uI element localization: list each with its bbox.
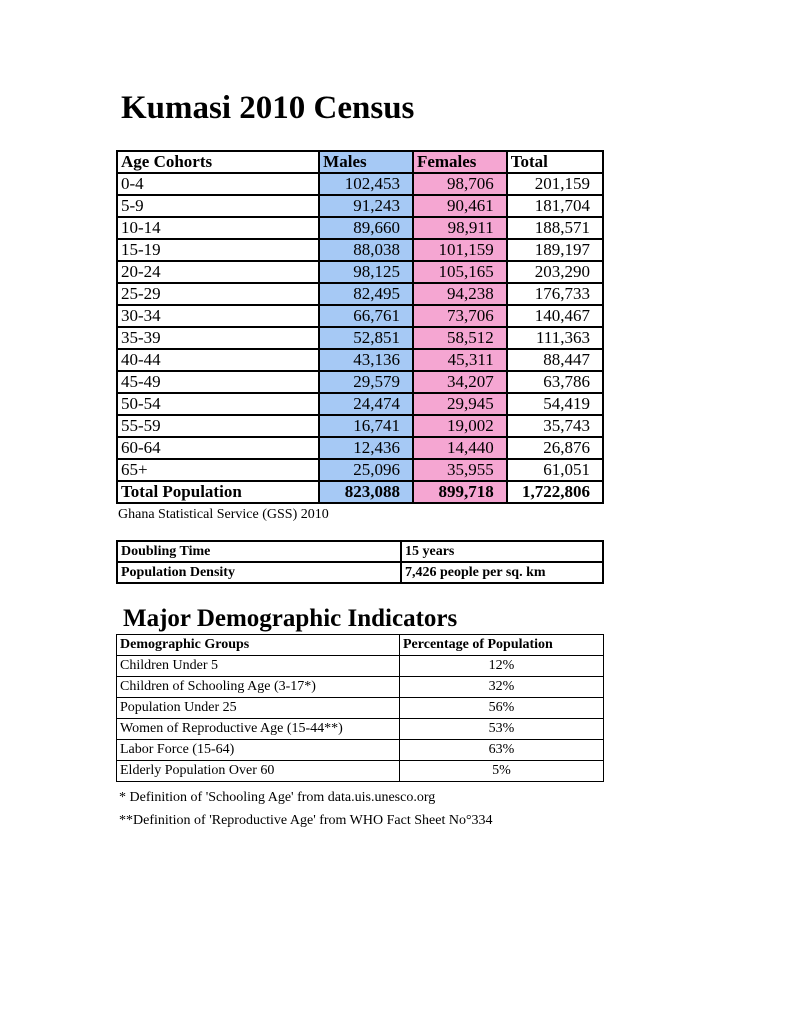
age-cohorts-header: Age Cohorts [117, 151, 319, 173]
facts-table [116, 540, 604, 584]
table-row [117, 656, 604, 677]
table-row [117, 698, 604, 719]
total-cell: 88,447 [507, 349, 603, 371]
males-cell: 24,474 [319, 393, 413, 415]
total-cell: 176,733 [507, 283, 603, 305]
total-header: Total [507, 151, 603, 173]
census-header-row [117, 151, 603, 173]
source-note: Ghana Statistical Service (GSS) 2010 [118, 507, 329, 522]
indicators-title: Major Demographic Indicators [123, 605, 458, 632]
females-cell: 98,706 [413, 173, 507, 195]
females-header: Females [413, 151, 507, 173]
males-cell: 82,495 [319, 283, 413, 305]
population-density-value: 7,426 people per sq. km [401, 562, 603, 583]
males-cell: 52,851 [319, 327, 413, 349]
doubling-time-label: Doubling Time [117, 541, 401, 562]
table-row [117, 677, 604, 698]
males-cell: 89,660 [319, 217, 413, 239]
females-cell: 14,440 [413, 437, 507, 459]
demographic-groups-header: Demographic Groups [117, 635, 400, 656]
total-cell: 61,051 [507, 459, 603, 481]
age-cell: 25-29 [117, 283, 319, 305]
age-cell: 0-4 [117, 173, 319, 195]
indicators-header-row [117, 635, 604, 656]
table-row [117, 173, 603, 195]
group-cell: Children of Schooling Age (3-17*) [117, 677, 400, 698]
age-cell: 65+ [117, 459, 319, 481]
total-cell: 189,197 [507, 239, 603, 261]
total-males-cell: 823,088 [319, 481, 413, 503]
females-cell: 94,238 [413, 283, 507, 305]
table-row [117, 371, 603, 393]
table-row [117, 437, 603, 459]
total-population-label: Total Population [117, 481, 319, 503]
percentage-cell: 32% [400, 677, 604, 698]
group-cell: Elderly Population Over 60 [117, 761, 400, 782]
age-cell: 10-14 [117, 217, 319, 239]
males-cell: 16,741 [319, 415, 413, 437]
table-row [117, 719, 604, 740]
total-cell: 188,571 [507, 217, 603, 239]
males-cell: 98,125 [319, 261, 413, 283]
total-population-row [117, 481, 603, 503]
males-cell: 66,761 [319, 305, 413, 327]
percentage-cell: 56% [400, 698, 604, 719]
males-cell: 88,038 [319, 239, 413, 261]
females-cell: 45,311 [413, 349, 507, 371]
percentage-cell: 53% [400, 719, 604, 740]
population-density-row [117, 562, 603, 583]
females-cell: 19,002 [413, 415, 507, 437]
table-row [117, 305, 603, 327]
table-row [117, 327, 603, 349]
females-cell: 101,159 [413, 239, 507, 261]
males-cell: 12,436 [319, 437, 413, 459]
males-cell: 91,243 [319, 195, 413, 217]
percentage-header: Percentage of Population [400, 635, 604, 656]
group-cell: Women of Reproductive Age (15-44**) [117, 719, 400, 740]
table-row [117, 740, 604, 761]
table-row [117, 415, 603, 437]
table-row [117, 195, 603, 217]
age-cell: 55-59 [117, 415, 319, 437]
table-row [117, 261, 603, 283]
group-cell: Population Under 25 [117, 698, 400, 719]
males-cell: 25,096 [319, 459, 413, 481]
doubling-time-value: 15 years [401, 541, 603, 562]
table-row [117, 239, 603, 261]
table-row [117, 283, 603, 305]
males-cell: 43,136 [319, 349, 413, 371]
total-total-cell: 1,722,806 [507, 481, 603, 503]
males-cell: 29,579 [319, 371, 413, 393]
total-females-cell: 899,718 [413, 481, 507, 503]
age-cell: 30-34 [117, 305, 319, 327]
total-cell: 35,743 [507, 415, 603, 437]
females-cell: 98,911 [413, 217, 507, 239]
demographic-indicators-table [116, 634, 604, 782]
table-row [117, 349, 603, 371]
females-cell: 90,461 [413, 195, 507, 217]
females-cell: 105,165 [413, 261, 507, 283]
age-cell: 40-44 [117, 349, 319, 371]
age-cell: 35-39 [117, 327, 319, 349]
males-header: Males [319, 151, 413, 173]
table-row [117, 393, 603, 415]
females-cell: 58,512 [413, 327, 507, 349]
population-density-label: Population Density [117, 562, 401, 583]
percentage-cell: 12% [400, 656, 604, 677]
percentage-cell: 63% [400, 740, 604, 761]
census-table [116, 150, 604, 504]
total-cell: 203,290 [507, 261, 603, 283]
age-cell: 60-64 [117, 437, 319, 459]
percentage-cell: 5% [400, 761, 604, 782]
total-cell: 111,363 [507, 327, 603, 349]
age-cell: 20-24 [117, 261, 319, 283]
table-row [117, 217, 603, 239]
group-cell: Children Under 5 [117, 656, 400, 677]
total-cell: 201,159 [507, 173, 603, 195]
total-cell: 140,467 [507, 305, 603, 327]
total-cell: 26,876 [507, 437, 603, 459]
table-row [117, 459, 603, 481]
total-cell: 54,419 [507, 393, 603, 415]
group-cell: Labor Force (15-64) [117, 740, 400, 761]
females-cell: 29,945 [413, 393, 507, 415]
age-cell: 50-54 [117, 393, 319, 415]
females-cell: 73,706 [413, 305, 507, 327]
reproductive-age-footnote: **Definition of 'Reproductive Age' from WHO Fact Sheet No°334 [119, 813, 493, 828]
age-cell: 5-9 [117, 195, 319, 217]
total-cell: 63,786 [507, 371, 603, 393]
females-cell: 35,955 [413, 459, 507, 481]
doubling-time-row [117, 541, 603, 562]
page-title: Kumasi 2010 Census [121, 90, 415, 126]
table-row [117, 761, 604, 782]
females-cell: 34,207 [413, 371, 507, 393]
age-cell: 15-19 [117, 239, 319, 261]
total-cell: 181,704 [507, 195, 603, 217]
schooling-age-footnote: * Definition of 'Schooling Age' from data.uis.unesco.org [119, 790, 436, 805]
age-cell: 45-49 [117, 371, 319, 393]
males-cell: 102,453 [319, 173, 413, 195]
